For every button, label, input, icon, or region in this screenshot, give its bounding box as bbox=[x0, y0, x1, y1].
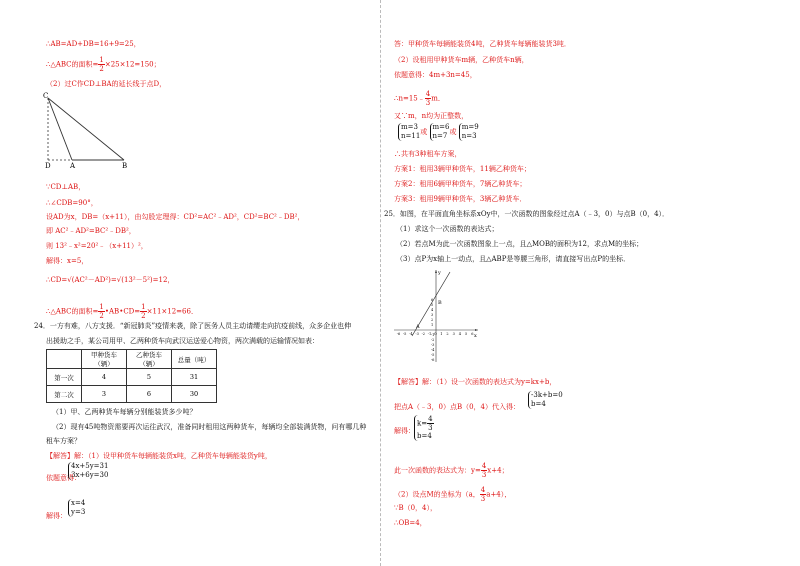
text-line: 答：甲种货车每辆能装货4吨，乙种货车每辆能装货3吨． bbox=[394, 40, 571, 48]
x-tick-label: 2 bbox=[446, 332, 449, 336]
text-line: ∴△ABC的面积= $\frac{1}{2}•AB•CD=$ $\frac{1}{2}\times 11\times 12=66$． bbox=[46, 303, 198, 320]
text-line: 则 13²﹣x²=20²﹣（x+11）²， bbox=[46, 242, 148, 250]
solution-systems: m=3 n=11 或 m=6 n=7 或 m=9 n=3 bbox=[398, 123, 479, 141]
svg-text:A: A bbox=[416, 324, 420, 330]
question-24-text: 24．一方有难，八方支援．“新冠肺炎”疫情来袭，除了医务人员主动请缨走向抗疫前线，众多企业也伸 bbox=[34, 322, 352, 330]
text-line: （2）过C作CD⊥BA的延长线于点D， bbox=[46, 80, 167, 88]
y-tick-label: -6 bbox=[431, 358, 435, 362]
text-line: 解得：x=5， bbox=[46, 257, 89, 265]
x-tick-label: -6 bbox=[396, 332, 401, 336]
x-tick-label: 5 bbox=[465, 332, 468, 336]
answer-line: 【解答】解：（1）设甲种货车每辆能装货x吨，乙种货车每辆能装货y吨， bbox=[46, 452, 272, 460]
y-tick-label: -4 bbox=[431, 348, 435, 352]
answer-line: 解得： k= $\frac{4}{3}$ b=4 bbox=[394, 415, 433, 440]
question-24-text: 出援助之手，某公司用甲、乙两种货车向武汉运送爱心物资，两次满载的运输情况如表： bbox=[46, 337, 319, 345]
question-25-text: 25．如图，在平面直角坐标系xOy中，一次函数的图象经过点A（﹣3，0）与点B（0，4）． bbox=[384, 210, 670, 218]
answer-line: 解得： x=4 y=3 bbox=[46, 499, 86, 520]
y-tick-label: 4 bbox=[431, 308, 434, 312]
y-tick-label: 6 bbox=[431, 298, 434, 302]
triangle-figure bbox=[40, 90, 140, 170]
x-tick-label: 4 bbox=[458, 332, 462, 336]
answer-line: 把点A（﹣3，0）点B（0，4）代入得： -3k+b=0 b=4 bbox=[394, 391, 563, 411]
answer-line: ∴OB=4， bbox=[394, 519, 427, 527]
x-tick-label: 6 bbox=[471, 332, 474, 336]
column-divider bbox=[380, 0, 381, 566]
answer-line: 依题意得： 4x+5y=31 3x+6y=30 bbox=[46, 462, 109, 482]
x-tick-label: -5 bbox=[403, 332, 407, 336]
svg-text:x: x bbox=[474, 333, 477, 339]
coordinate-graph bbox=[392, 268, 482, 364]
answer-line: 【解答】解：（1）设一次函数的表达式为y=kx+b， bbox=[394, 378, 557, 386]
table-row: 第一次 4 5 31 bbox=[47, 369, 217, 386]
text-line: ∴共有3种租车方案， bbox=[394, 150, 462, 158]
y-tick-label: -3 bbox=[431, 343, 435, 347]
y-tick-label: 2 bbox=[431, 318, 434, 322]
y-tick-label: -5 bbox=[431, 353, 435, 357]
table-header-row: 甲种货车（辆） 乙种货车（辆） 总量（吨） bbox=[47, 350, 217, 369]
answer-line: ∵B（0，4）， bbox=[394, 504, 438, 512]
x-tick-label: -2 bbox=[421, 332, 426, 336]
y-tick-label: 1 bbox=[431, 323, 434, 327]
table-row: 第二次 3 6 30 bbox=[47, 386, 217, 403]
y-tick-label: -2 bbox=[431, 338, 435, 342]
question-25-text: （2）若点M为此一次函数图象上一点，且△MOB的面积为12，求点M的坐标； bbox=[396, 240, 644, 248]
x-tick-label: 3 bbox=[452, 332, 455, 336]
label-a: A bbox=[70, 162, 76, 170]
text-line: 即 AC²﹣AD²=BC²﹣DB²， bbox=[46, 227, 136, 235]
question-25-text: （1）求这个一次函数的表达式； bbox=[396, 225, 499, 233]
text-line: 设AD为x，DB=（x+11），由勾股定理得：CD²=AC²﹣AD²，CD²=BC²﹣DB²， bbox=[46, 213, 305, 221]
question-24-text: （2）现有45吨物资需要再次运往武汉，准备同时租用这两种货车，每辆均全部装满货物，问有哪几种 bbox=[52, 423, 367, 431]
text-line: 方案2：租用6辆甲种货车，7辆乙种货车； bbox=[394, 180, 527, 188]
question-24-text: （1）甲、乙两种货车每辆分别能装货多少吨？ bbox=[52, 408, 197, 416]
text-line: 方案1：租用3辆甲种货车，11辆乙种货车； bbox=[394, 165, 531, 173]
x-tick-label: 1 bbox=[440, 332, 443, 336]
x-tick-label: -4 bbox=[409, 332, 413, 336]
text-line: ∴CD=√(AC²－AD²)=√(13²－5²)=12， bbox=[46, 276, 175, 284]
svg-text:y: y bbox=[438, 270, 441, 276]
text-line: ∴n=15﹣ $\frac{4}{3}m$． bbox=[394, 90, 445, 107]
answer-line: 此一次函数的表达式为：y= $\frac{4}{3}x+4$； bbox=[394, 462, 509, 479]
text-line: 又∵m，n均为正整数， bbox=[394, 112, 469, 120]
answer-line: （2）设点M的坐标为（a， $\frac{4}{3}a+4$）， bbox=[394, 486, 512, 503]
label-d: D bbox=[45, 162, 51, 170]
y-tick-label: 5 bbox=[431, 303, 434, 307]
text-line: ∴∠CDB=90°， bbox=[46, 199, 98, 207]
y-tick-label: 3 bbox=[431, 313, 434, 317]
text-line: 依题意得：4m+3n=45， bbox=[394, 71, 477, 79]
text-line: （2）设租用甲种货车m辆，乙种货车n辆， bbox=[394, 56, 529, 64]
svg-text:B: B bbox=[438, 300, 442, 306]
text-line: 方案3：租用9辆甲种货车，3辆乙种货车． bbox=[394, 195, 527, 203]
question-24-text: 租车方案？ bbox=[46, 437, 81, 445]
text-line: ∴AB=AD+DB=16+9=25， bbox=[46, 40, 141, 48]
label-c: C bbox=[43, 92, 49, 100]
transport-table bbox=[46, 349, 217, 403]
label-b: B bbox=[122, 162, 128, 170]
x-tick-label: -3 bbox=[415, 332, 419, 336]
text-line: ∴△ABC的面积= $\frac{1}{2}\times 25\times 12=150$； bbox=[46, 56, 161, 73]
text-line: ∵CD⊥AB， bbox=[46, 183, 86, 191]
y-tick-label: -1 bbox=[431, 333, 435, 337]
x-tick-label: -1 bbox=[427, 332, 432, 336]
x-tick-label: O bbox=[434, 332, 437, 336]
question-25-text: （3）点P为x轴上一动点，且△ABP是等腰三角形，请直接写出点P的坐标． bbox=[396, 255, 631, 263]
